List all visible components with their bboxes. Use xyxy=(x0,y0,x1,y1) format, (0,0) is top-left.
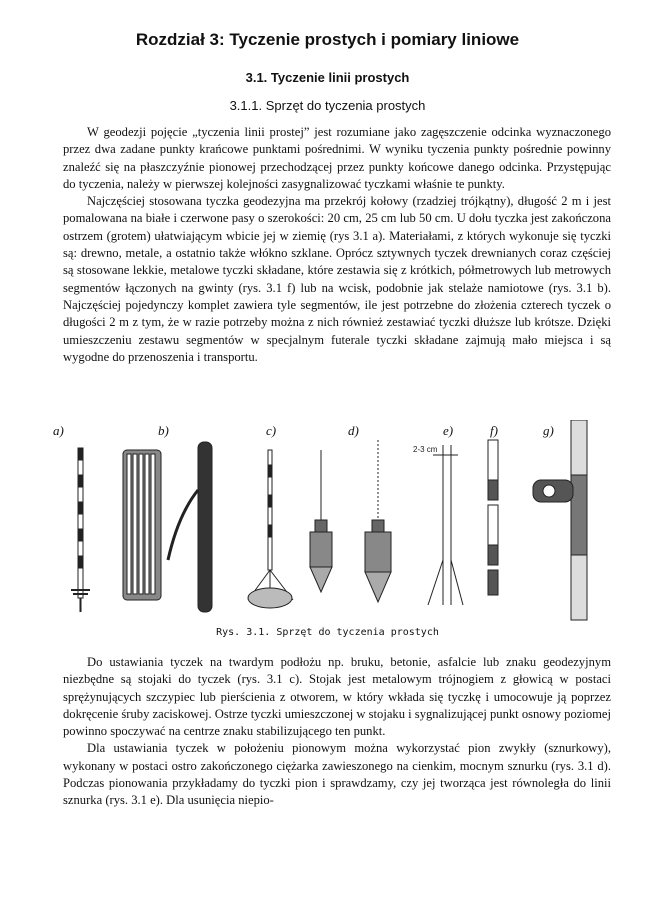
panel-label-b: b) xyxy=(158,423,169,438)
figure-drawing xyxy=(63,420,611,625)
paragraph: Najczęściej stosowana tyczka geodezyjna ma przekrój kołowy (rzadziej trójkątny), długość 2 m i jest pomalowana na białe i czerwone pasy o szerokości: 20 cm, 25 cm lub 50 cm. U dołu tyczka jest zakończona ostrzem (grotem) ułatwiającym wbicie jej w ziemię (rys 3.1 a). Materiałami, z których wykonuje się tyczki są: drewno, metale, a ostatnio także włókno szklane. Oprócz sztywnych tyczek drewnianych coraz częściej są stosowane lekkie, metalowe tyczki składane, które zestawia się z krótkich, półmetrowych lub metrowych segmentów łączonych na gwinty (rys. 3.1 f) lub na wcisk, podobnie jak stelaże namiotowe (rys. 3.1 b). Najczęściej pojedynczy komplet zawiera tyle segmentów, ile jest potrzebne do złożenia czterech tyczek o długości 2 m z tym, że w razie potrzeby można z nich również zestawiać tyczki dłuższe lub krótsze. Dzięki umieszczeniu zestawu segmentów w specjalnym futerale tyczki składane zajmują mało miejsca i są wygodne do przenoszenia i transportu. xyxy=(63,194,611,364)
section-title: 3.1. Tyczenie linii prostych xyxy=(245,70,410,85)
panel-label-g: g) xyxy=(543,423,554,438)
chapter-title: Rozdział 3: Tyczenie prostych i pomiary liniowe xyxy=(135,30,520,49)
dimension-note: 2-3 cm xyxy=(413,445,438,454)
ranging-pole-drawing xyxy=(71,448,90,612)
panel-label-d: d) xyxy=(348,423,359,438)
panel-label-c: c) xyxy=(266,423,277,438)
paragraph: Dla ustawiania tyczek w położeniu pionowym można wykorzystać pion zwykły (sznurkowy), wykonany w postaci ostro zakończonego ciężarka zawieszonego na cienkim, mocnym sznurku (rys. 3.1 d). Podczas pionowania przykładamy do tyczki pion i sprawdzamy, czy jej tworząca jest równoległa do linii sznurka (rys. 3.1 e). Dla usunięcia niepio- xyxy=(63,741,611,808)
figure-surveying-equipment xyxy=(53,420,611,625)
figure-caption: Rys. 3.1. Sprzęt do tyczenia prostych xyxy=(216,627,439,638)
plumb-bob-drawing xyxy=(310,440,391,602)
paragraph: Do ustawiania tyczek na twardym podłożu np. bruku, betonie, asfalcie lub znaku geodezyjnym niezbędne są stojaki do tyczek (rys. 3.1 c). Stojak jest metalowym trójnogiem z głowicą w postaci sprężynujących szczypiec lub pierścienia z otworem, w który wkłada się tyczkę i umocowuje ją poprzez dokręcenie śruby zaciskowej. Ostrze tyczki umieszczonej w stojaku i sygnalizującej punkt osnowy poziomej powinno spoczywać na centrze znaku stabilizującego ten punkt. xyxy=(63,655,612,739)
body-text-bottom xyxy=(63,654,611,810)
panel-label-a: a) xyxy=(53,423,64,438)
plumbing-check-drawing xyxy=(428,445,463,605)
pole-stand-drawing xyxy=(248,450,293,608)
panel-label-e: e) xyxy=(443,423,454,438)
folding-poles-drawing xyxy=(123,442,212,612)
pole-clamp-drawing xyxy=(533,420,587,620)
subsection-title: 3.1.1. Sprzęt do tyczenia prostych xyxy=(229,98,426,113)
body-text-top xyxy=(63,124,611,366)
paragraph: W geodezji pojęcie „tyczenia linii prostej” jest rozumiane jako zagęszczenie odcinka wyznaczonego przez dwa zadane punkty krańcowe punktami pośrednimi. W wyniku tyczenia punkty pośrednie powinny znaleźć się na płaszczyźnie pionowej przechodzącej przez punkty końcowe danego odcinka. Przystępując do tyczenia, należy w pierwszej kolejności zasygnalizować tyczkami właśnie te punkty. xyxy=(63,125,611,191)
panel-label-f: f) xyxy=(490,423,498,438)
threaded-segments-drawing xyxy=(488,440,498,595)
